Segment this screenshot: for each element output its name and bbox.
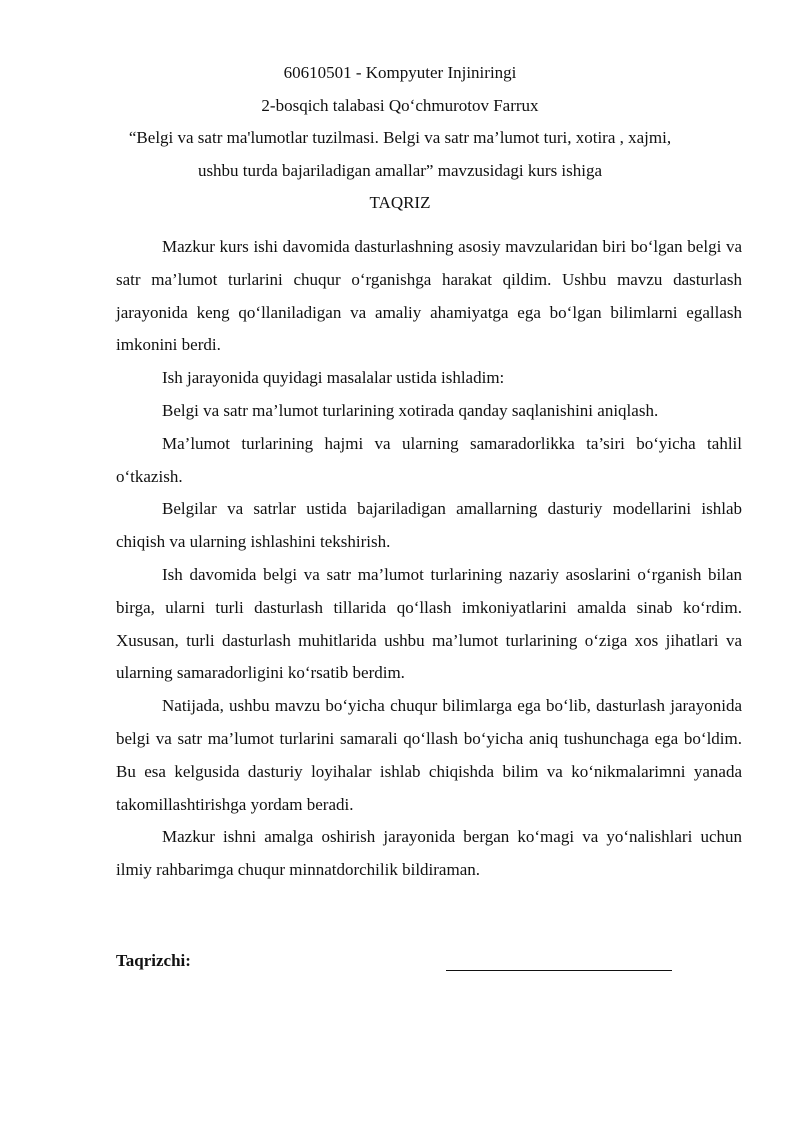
topic-line-2: ushbu turda bajariladigan amallar” mavzusidagi kurs ishiga — [197, 160, 603, 180]
paragraph-task-3: Belgilar va satrlar ustida bajariladigan amallarning dasturiy modellarini ishlab chiqish va ularning ishlashini tekshirish. — [116, 499, 742, 552]
topic-line-1: “Belgi va satr ma'lumotlar tuzilmasi. Belgi va satr ma’lumot turi, xotira , xajmi, — [128, 128, 672, 147]
student-line: 2-bosqich talabasi Qo‘chmurotov Farrux — [261, 95, 539, 115]
paragraph-result: Natijada, ushbu mavzu bo‘yicha chuqur bilimlarga ega bo‘lib, dasturlash jarayonida belgi va satr ma’lumot turlarini samarali qo‘llash bo‘yicha aniq tushunchaga ega bo‘ldim. Bu esa kelgusida dasturiy loyihalar ishlab chiqishda bilim va ko‘nikmalarimni yanada takomillashtirishga yordam beradi. — [116, 696, 742, 814]
reviewer-label: Taqrizchi: — [116, 951, 191, 970]
paragraph-gratitude: Mazkur ishni amalga oshirish jarayonida bergan ko‘magi va yo‘nalishlari uchun ilmiy rahbarimga chuqur minnatdorchilik bildiraman. — [116, 827, 742, 880]
program-code-line: 60610501 - Kompyuter Injiniringi — [283, 63, 517, 82]
document-header — [60, 57, 740, 220]
paragraph-task-1: Belgi va satr ma’lumot turlarining xotirada qanday saqlanishini aniqlash. — [162, 400, 659, 420]
signature-block — [116, 951, 742, 981]
document-title: TAQRIZ — [369, 193, 431, 212]
paragraph-study: Ish davomida belgi va satr ma’lumot turlarining nazariy asoslarini o‘rganish bilan birga, ularni turli dasturlash tillarida qo‘llash imkoniyatlarini amalda sinab ko‘rdim. Xususan, turli dasturlash muhitlarida ushbu ma’lumot turlarining o‘ziga xos jihatlari va ularning samaradorligini ko‘rsatib berdim. — [116, 564, 742, 683]
signature-line — [446, 970, 672, 971]
paragraph-tasks-heading: Ish jarayonida quyidagi masalalar ustida ishladim: — [162, 368, 505, 388]
paragraph-intro: Mazkur kurs ishi davomida dasturlashning asosiy mavzularidan biri bo‘lgan belgi va satr ma’lumot turlarini chuqur o‘rganishga harakat qildim. Ushbu mavzu dasturlash jarayonida keng qo‘llaniladigan va amaliy ahamiyatga ega bo‘lgan bilimlarni egallash imkonini berdi. — [116, 237, 742, 355]
review-body — [116, 231, 742, 887]
paragraph-task-2: Ma’lumot turlarining hajmi va ularning samaradorlikka ta’siri bo‘yicha tahlil o‘tkazish. — [116, 433, 742, 486]
